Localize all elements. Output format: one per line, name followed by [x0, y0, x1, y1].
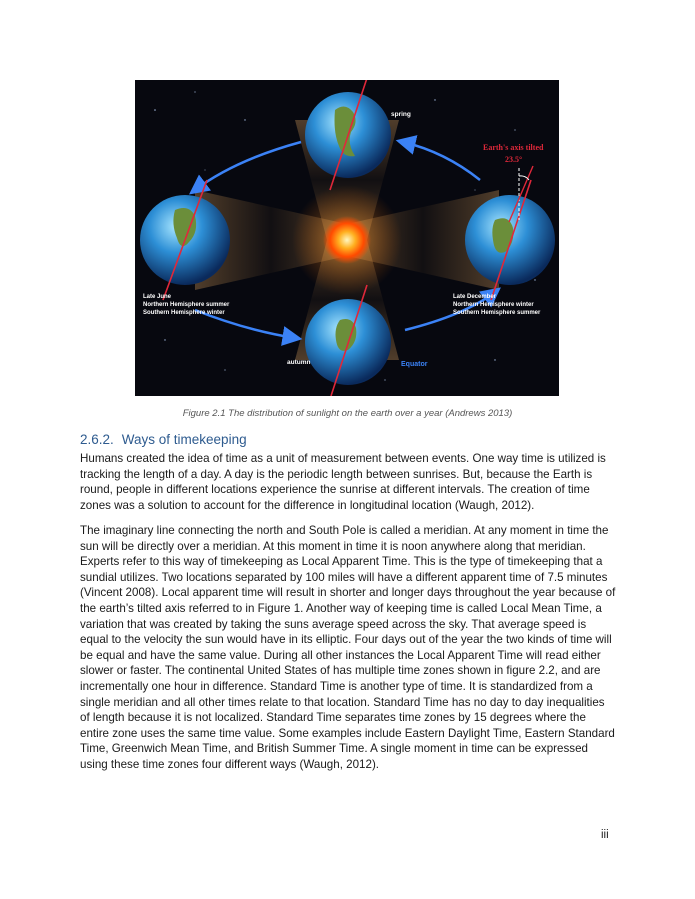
orbit-arrow-top-right [403, 142, 480, 180]
sun-icon [323, 216, 371, 264]
paragraph-2 [80, 523, 616, 773]
orbit-arrow-top-left [195, 142, 301, 190]
figure-caption: Figure 2.1 The distribution of sunlight on the earth over a year (Andrews 2013) [182, 408, 513, 419]
label-june-line2: Northern Hemisphere summer [143, 302, 230, 308]
paragraph-1 [80, 451, 616, 513]
label-june-line1: Late June [143, 294, 172, 300]
label-autumn: autumn [287, 359, 311, 366]
label-dec-line1: Late December [453, 294, 497, 300]
section-heading [80, 432, 247, 447]
earth-orbit-illustration [135, 80, 559, 396]
label-spring: spring [391, 111, 411, 118]
section-number: 2.6.2. [80, 432, 114, 447]
label-dec-line2: Northern Hemisphere winter [453, 302, 534, 308]
label-june-line3: Southern Hemisphere winter [143, 310, 225, 316]
label-dec-line3: Southern Hemisphere summer [453, 310, 541, 316]
page-number: iii [601, 829, 609, 841]
paragraph-text: Humans created the idea of time as a unit of measurement between events. One way time is utilized is tracking the length of a day. A day is the periodic length between sunrises. But, because the Earth is round, people in different locations experience the sunrise at different intervals. The creation of time zones was a solution to account for the difference in longitudinal location (Waugh, 2012). [80, 452, 606, 512]
label-axis-angle: 23.5° [505, 155, 523, 164]
section-title: Ways of timekeeping [121, 432, 247, 447]
sunlight-distribution-figure [135, 80, 559, 396]
paragraph-text: The imaginary line connecting the north and South Pole is called a meridian. At any moment in time the sun will be directly over a meridian. At this moment in time it is noon anywhere along that meridian. Experts refer to this way of timekeeping as Local Apparent Time. This is the type of timekeeping that a sundial utilizes. Two locations separated by 100 miles will have a different apparent time of 7.5 minutes (Vincent 2008). Local apparent time will result in shorter and longer days throughout the year because of the earth’s tilted axis referred to in Figure 1. Another way of keeping time is called Local Mean Time, a variation that was created by taking the suns average speed across the sky. That average speed is equal to the velocity the sun would have in its elliptic. Four days out of the year the two kinds of time will be equal and have the same value. During all other instances the Local Apparent Time will read either slower or faster. The continental United States of has multiple time zones shown in figure 2.2, and are incrementally one hour in difference. Standard Time is another type of time. It is standardized from a single meridian and all other times relate to that location. Standard Time has no day to day inequalities of length because it is not localized. Standard Time separates time zones by 15 degrees where the entire zone uses the same time value. Some examples include Eastern Daylight Time, Eastern Standard Time, Greenwich Mean Time, and British Summer Time. A single moment in time can be expressed using these time zones four different ways (Waugh, 2012). [80, 524, 616, 771]
label-axis-title: Earth's axis tilted [483, 143, 544, 152]
label-equator: Equator [401, 361, 428, 368]
